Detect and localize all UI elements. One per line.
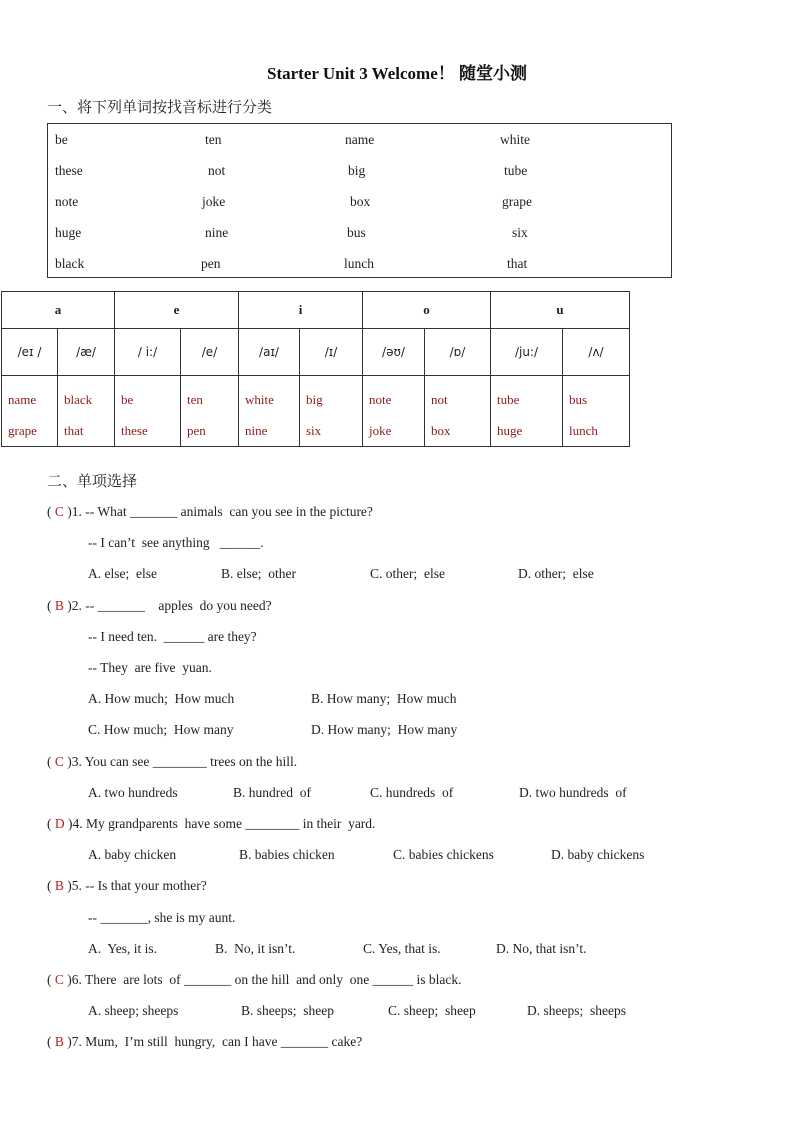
answer-letter: C bbox=[54, 504, 64, 519]
option-choice: A. sheep; sheeps bbox=[88, 1003, 179, 1019]
phonetic-symbol: /æ/ bbox=[58, 329, 115, 376]
answer-letter: B bbox=[54, 597, 64, 613]
word-item: note bbox=[55, 194, 79, 209]
answer-word: be bbox=[121, 392, 134, 407]
option-choice: C. hundreds of bbox=[370, 784, 454, 800]
word-row bbox=[48, 194, 671, 214]
word-item: that bbox=[507, 256, 528, 271]
answer-word: six bbox=[306, 423, 322, 438]
option-choice: B. else; other bbox=[221, 566, 296, 582]
word-row bbox=[48, 225, 671, 245]
vowel-header: u bbox=[491, 292, 630, 329]
answer-word: note bbox=[369, 392, 392, 407]
answer-word: joke bbox=[369, 423, 392, 438]
vowel-header: e bbox=[115, 292, 239, 329]
option-choice: A. Yes, it is. bbox=[88, 940, 158, 956]
answer-cell bbox=[58, 376, 115, 447]
answer-letter: C bbox=[54, 972, 64, 987]
question-stem: ( C )1. -- What _______ animals can you see in the picture? bbox=[47, 504, 373, 519]
option-choice: A. else; else bbox=[88, 566, 157, 582]
answer-word: these bbox=[121, 423, 148, 438]
word-item: joke bbox=[202, 194, 226, 209]
option-choice: D. How many; How many bbox=[311, 722, 458, 738]
option-choice: D. No, that isn’t. bbox=[496, 940, 587, 956]
phonetic-table bbox=[1, 291, 630, 447]
option-choice: B. sheeps; sheep bbox=[241, 1003, 334, 1019]
vowel-header: o bbox=[363, 292, 491, 329]
answer-cell bbox=[181, 376, 239, 447]
question-stem: ( B )5. -- Is that your mother? bbox=[47, 878, 207, 894]
option-choice: D. other; else bbox=[518, 566, 594, 582]
phonetic-symbol: /ju:/ bbox=[491, 329, 563, 376]
phonetic-symbol: /əʊ/ bbox=[363, 329, 425, 376]
answer-cell bbox=[300, 376, 363, 447]
option-choice: B. How many; How much bbox=[311, 691, 457, 707]
answer-cell bbox=[491, 376, 563, 447]
phonetic-symbol: /ɒ/ bbox=[425, 329, 491, 376]
word-item: pen bbox=[201, 256, 221, 271]
word-item: bus bbox=[347, 225, 366, 240]
answer-cell bbox=[363, 376, 425, 447]
answer-word: ten bbox=[187, 392, 203, 407]
word-item: be bbox=[55, 132, 68, 147]
word-box bbox=[47, 123, 672, 278]
answer-letter: D bbox=[54, 816, 65, 831]
phonetic-symbol: /ɪ/ bbox=[300, 329, 363, 376]
answer-word: name bbox=[8, 392, 37, 407]
page-title: Starter Unit 3 Welcome！ 随堂小测 bbox=[267, 64, 527, 83]
word-item: these bbox=[55, 163, 83, 178]
answer-word: nine bbox=[245, 423, 268, 438]
answer-word: bus bbox=[569, 392, 588, 407]
word-item: name bbox=[345, 132, 375, 147]
answer-cell bbox=[239, 376, 300, 447]
option-choice: A. baby chicken bbox=[88, 847, 177, 863]
phonetic-symbol: /e/ bbox=[181, 329, 239, 376]
phonetic-symbol: /ʌ/ bbox=[563, 329, 630, 376]
option-choice: D. sheeps; sheeps bbox=[527, 1003, 626, 1019]
word-item: tube bbox=[504, 163, 528, 178]
answer-letter: C bbox=[54, 753, 64, 769]
question-stem: ( D )4. My grandparents have some ________ in their yard. bbox=[47, 816, 376, 831]
option-choice: C. Yes, that is. bbox=[363, 940, 441, 956]
word-item: nine bbox=[205, 225, 229, 240]
word-item: six bbox=[512, 225, 528, 240]
option-choice: B. hundred of bbox=[233, 784, 311, 800]
answer-word: huge bbox=[497, 423, 523, 438]
dialogue-line: -- _______, she is my aunt. bbox=[88, 909, 236, 925]
word-item: box bbox=[350, 194, 371, 209]
question-stem: ( B )2. -- _______ apples do you need? bbox=[47, 597, 272, 613]
section-1-heading: 一、将下列单词按找音标进行分类 bbox=[47, 100, 273, 116]
vowel-header: i bbox=[239, 292, 363, 329]
answer-word: tube bbox=[497, 392, 520, 407]
option-choice: C. babies chickens bbox=[393, 847, 494, 863]
option-choice: A. two hundreds bbox=[88, 784, 178, 800]
option-choice: B. No, it isn’t. bbox=[215, 940, 296, 956]
word-item: huge bbox=[55, 225, 82, 240]
word-item: not bbox=[208, 163, 226, 178]
answer-word: that bbox=[64, 423, 84, 438]
answer-letter: B bbox=[54, 878, 64, 894]
word-item: big bbox=[348, 163, 366, 178]
question-stem: ( C )6. There are lots of _______ on the hill and only one ______ is black. bbox=[47, 972, 462, 987]
question-stem: ( C )3. You can see ________ trees on the hill. bbox=[47, 753, 298, 769]
answer-word: white bbox=[245, 392, 274, 407]
word-row bbox=[48, 132, 671, 152]
answer-cell bbox=[2, 376, 58, 447]
answer-cell bbox=[563, 376, 630, 447]
word-row bbox=[48, 256, 671, 276]
answer-letter: B bbox=[54, 1034, 64, 1050]
answer-word: box bbox=[431, 423, 451, 438]
option-choice: C. How much; How many bbox=[88, 722, 234, 738]
answer-word: not bbox=[431, 392, 448, 407]
option-choice: D. baby chickens bbox=[551, 847, 645, 863]
vowel-header: a bbox=[2, 292, 115, 329]
phonetic-symbol: /aɪ/ bbox=[239, 329, 300, 376]
question-stem: ( B )7. Mum, I’m still hungry, can I have _______ cake? bbox=[47, 1034, 363, 1050]
word-item: white bbox=[500, 132, 530, 147]
answer-word: grape bbox=[8, 423, 37, 438]
option-choice: B. babies chicken bbox=[239, 847, 335, 863]
section-2-heading: 二、单项选择 bbox=[47, 474, 138, 490]
word-row bbox=[48, 163, 671, 183]
word-item: black bbox=[55, 256, 85, 271]
option-choice: C. sheep; sheep bbox=[388, 1003, 476, 1019]
answer-cell bbox=[425, 376, 491, 447]
word-item: grape bbox=[502, 194, 532, 209]
option-choice: C. other; else bbox=[370, 566, 445, 582]
option-choice: D. two hundreds of bbox=[519, 784, 627, 800]
answer-word: lunch bbox=[569, 423, 598, 438]
answer-word: black bbox=[64, 392, 93, 407]
phonetic-symbol: / i:/ bbox=[115, 329, 181, 376]
answer-cell bbox=[115, 376, 181, 447]
dialogue-line: -- I can’t see anything ______. bbox=[88, 535, 264, 551]
dialogue-line: -- I need ten. ______ are they? bbox=[88, 628, 257, 644]
dialogue-line: -- They are five yuan. bbox=[88, 660, 212, 675]
option-choice: A. How much; How much bbox=[88, 691, 235, 707]
answer-word: pen bbox=[187, 423, 206, 438]
answer-word: big bbox=[306, 392, 323, 407]
word-item: lunch bbox=[344, 256, 374, 271]
phonetic-symbol: /eɪ / bbox=[2, 329, 58, 376]
word-item: ten bbox=[205, 132, 222, 147]
